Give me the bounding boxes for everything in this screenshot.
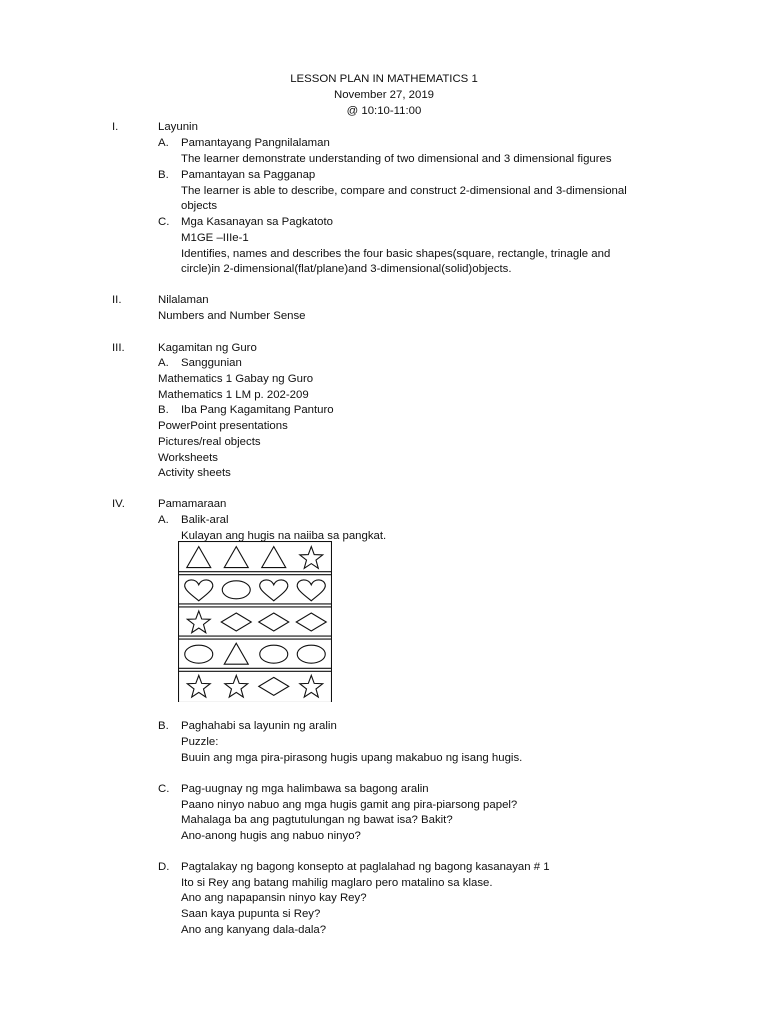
- section-4b-letter: B.: [158, 720, 169, 732]
- section-1b-title: Pamantayan sa Pagganap: [181, 169, 316, 181]
- lesson-time: @ 10:10-11:00: [346, 105, 422, 117]
- shape-worksheet-grid: [178, 541, 332, 702]
- oval-shape: [185, 645, 213, 663]
- section-4-numeral: IV.: [112, 498, 125, 510]
- section-4a-instruction: Kulayan ang hugis na naiiba sa pangkat.: [181, 530, 387, 542]
- heart-shape: [260, 580, 288, 601]
- section-3b-line4: Activity sheets: [158, 467, 231, 479]
- section-4d-line1: Ito si Rey ang batang mahilig maglaro pero matalino sa klase.: [181, 877, 493, 889]
- section-1-title: Layunin: [158, 121, 198, 133]
- section-4d-line4: Ano ang kanyang dala-dala?: [181, 924, 327, 936]
- section-3b-line2: Pictures/real objects: [158, 436, 261, 448]
- heart-shape: [297, 580, 325, 601]
- section-4b-line1: Puzzle:: [181, 736, 219, 748]
- section-4c-letter: C.: [158, 783, 170, 795]
- section-1b-letter: B.: [158, 169, 169, 181]
- star-shape: [187, 675, 210, 697]
- oval-shape: [297, 645, 325, 663]
- section-4c-line1: Paano ninyo nabuo ang mga hugis gamit ang pira-piarsong papel?: [181, 799, 518, 811]
- lesson-date: November 27, 2019: [333, 89, 435, 101]
- triangle-shape: [224, 643, 248, 664]
- star-shape: [300, 675, 323, 697]
- section-3b-title: Iba Pang Kagamitang Panturo: [181, 404, 334, 416]
- section-1a-letter: A.: [158, 137, 169, 149]
- section-1b-text-line1: The learner is able to describe, compare and construct 2-dimensional and 3-dimensional: [181, 185, 627, 197]
- oval-shape: [222, 581, 250, 599]
- section-3a-letter: A.: [158, 357, 169, 369]
- section-4b-title: Paghahabi sa layunin ng aralin: [181, 720, 337, 732]
- triangle-shape: [224, 547, 248, 568]
- section-4c-line2: Mahalaga ba ang pagtutulungan ng bawat isa? Bakit?: [181, 814, 453, 826]
- section-1c-text-line2: circle)in 2-dimensional(flat/plane)and 3-dimensional(solid)objects.: [181, 263, 512, 275]
- section-3-numeral: III.: [112, 342, 125, 354]
- diamond-shape: [296, 613, 326, 631]
- section-4d-title: Pagtalakay ng bagong konsepto at paglalahad ng bagong kasanayan # 1: [181, 861, 550, 873]
- heart-shape: [185, 580, 213, 601]
- oval-shape: [260, 645, 288, 663]
- section-1a-text: The learner demonstrate understanding of two dimensional and 3 dimensional figures: [181, 153, 612, 165]
- section-1c-letter: C.: [158, 216, 170, 228]
- section-4a-letter: A.: [158, 514, 169, 526]
- section-3a-line1: Mathematics 1 Gabay ng Guro: [158, 373, 314, 385]
- section-4d-letter: D.: [158, 861, 170, 873]
- section-3a-line2: Mathematics 1 LM p. 202-209: [158, 389, 309, 401]
- section-1-numeral: I.: [112, 121, 119, 133]
- section-3b-letter: B.: [158, 404, 169, 416]
- section-1c-title: Mga Kasanayan sa Pagkatoto: [181, 216, 333, 228]
- section-3-title: Kagamitan ng Guro: [158, 342, 257, 354]
- section-2-text: Numbers and Number Sense: [158, 310, 306, 322]
- section-1c-code: M1GE –IIIe-1: [181, 232, 249, 244]
- section-2-numeral: II.: [112, 294, 122, 306]
- section-4d-line2: Ano ang napapansin ninyo kay Rey?: [181, 892, 367, 904]
- section-4d-line3: Saan kaya pupunta si Rey?: [181, 908, 321, 920]
- section-3a-title: Sanggunian: [181, 357, 242, 369]
- star-shape: [300, 547, 323, 569]
- section-4a-title: Balik-aral: [181, 514, 229, 526]
- section-4b-line2: Buuin ang mga pira-pirasong hugis upang makabuo ng isang hugis.: [181, 752, 523, 764]
- section-4c-line3: Ano-anong hugis ang nabuo ninyo?: [181, 830, 361, 842]
- section-4-title: Pamamaraan: [158, 498, 227, 510]
- section-3b-line1: PowerPoint presentations: [158, 420, 288, 432]
- section-3b-line3: Worksheets: [158, 452, 218, 464]
- section-2-title: Nilalaman: [158, 294, 209, 306]
- triangle-shape: [262, 547, 286, 568]
- star-shape: [225, 675, 248, 697]
- section-1a-title: Pamantayang Pangnilalaman: [181, 137, 330, 149]
- star-shape: [187, 611, 210, 633]
- diamond-shape: [259, 613, 289, 631]
- diamond-shape: [259, 677, 289, 695]
- section-4c-title: Pag-uugnay ng mga halimbawa sa bagong aralin: [181, 783, 429, 795]
- document-title: LESSON PLAN IN MATHEMATICS 1: [290, 73, 478, 85]
- diamond-shape: [221, 613, 251, 631]
- section-1b-text-line2: objects: [181, 200, 218, 212]
- triangle-shape: [187, 547, 211, 568]
- section-1c-text-line1: Identifies, names and describes the four basic shapes(square, rectangle, trinagle and: [181, 248, 611, 260]
